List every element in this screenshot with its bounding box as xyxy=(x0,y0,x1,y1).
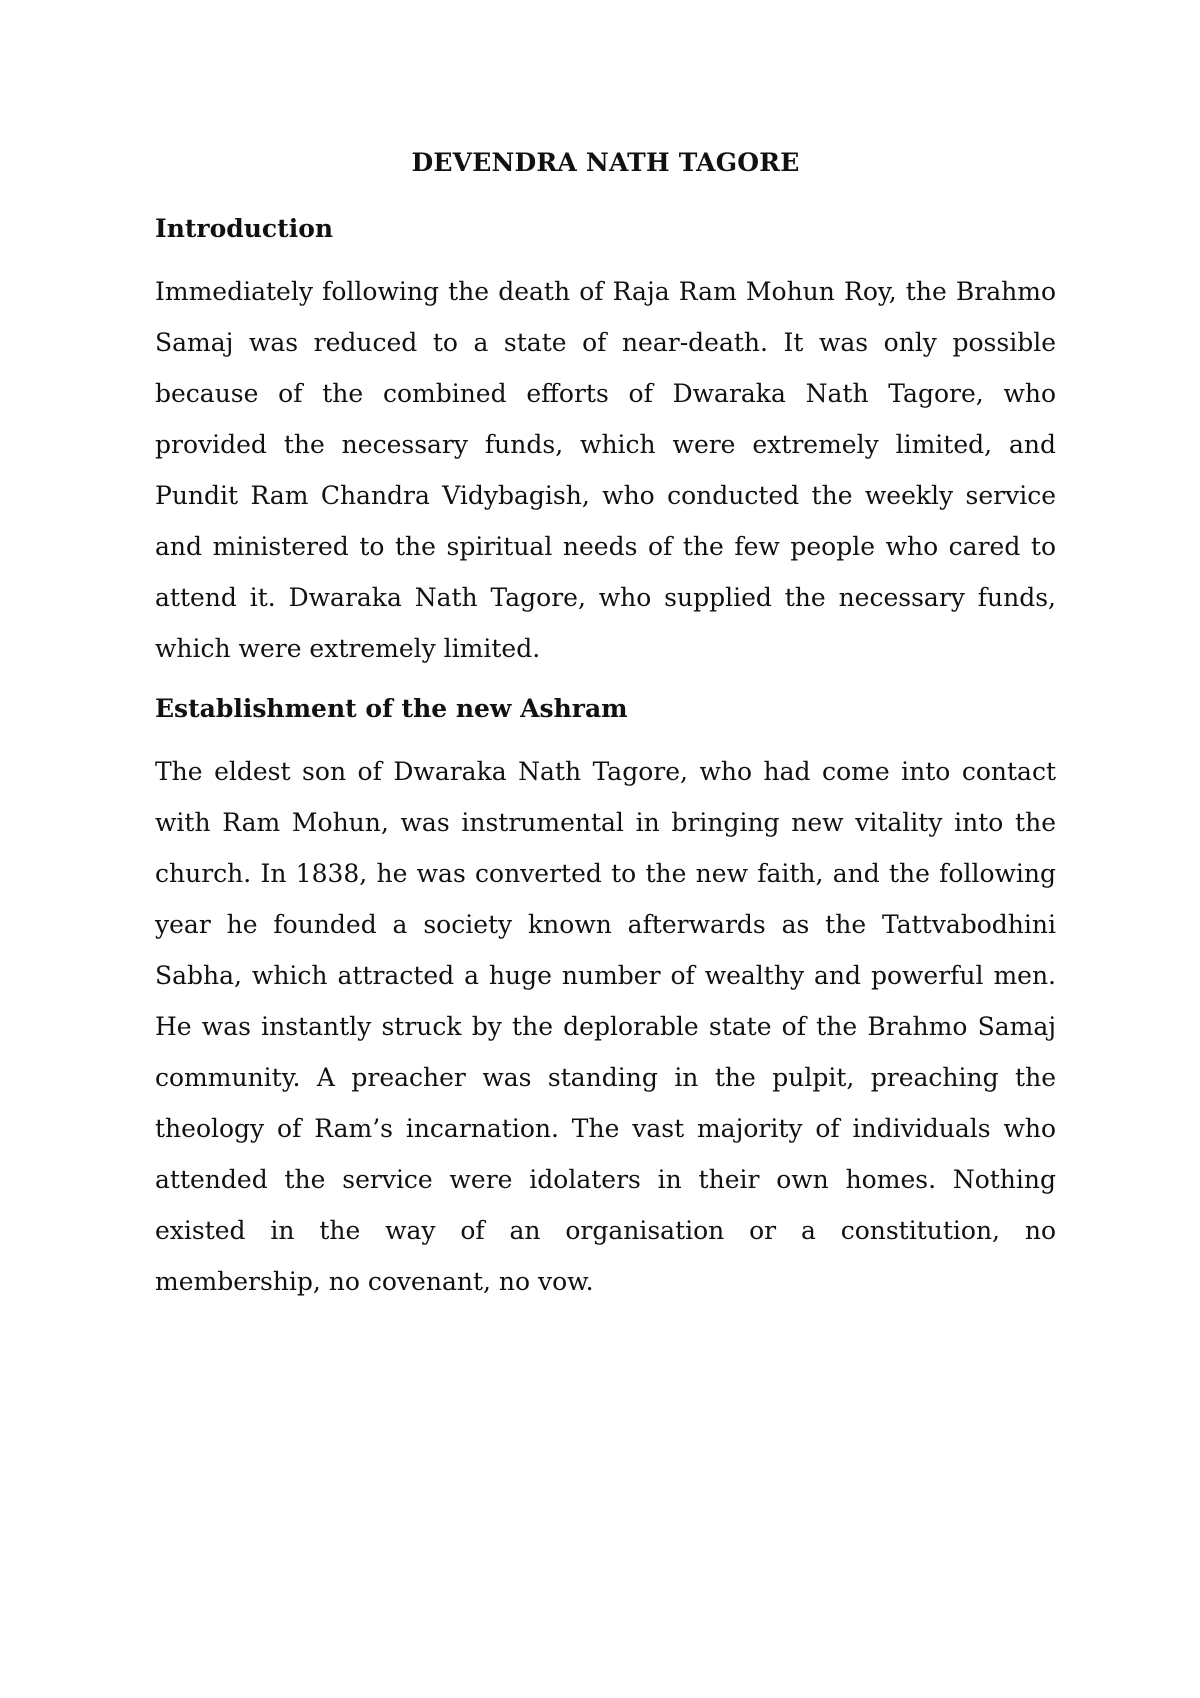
document-title: DEVENDRA NATH TAGORE xyxy=(411,148,800,177)
paragraph-introduction: Immediately following the death of Raja Ram Mohun Roy, the Brahmo Samaj was reduced to a state of near-death. It was only possible because of the combined efforts of Dwaraka Nath Tagore, who provided the necessary funds, which were extremely limited, and Pundit Ram Chandra Vidybagish, who conducted the weekly service and ministered to the spiritual needs of the few people who cared to attend it. Dwaraka Nath Tagore, who supplied the necessary funds, which were extremely limited. xyxy=(155,277,1056,663)
section-heading-introduction: Introduction xyxy=(155,214,334,243)
paragraph-establishment: The eldest son of Dwaraka Nath Tagore, who had come into contact with Ram Mohun, was instrumental in bringing new vitality into the church. In 1838, he was converted to the new faith, and the following year he founded a society known afterwards as the Tattvabodhini Sabha, which attracted a huge number of wealthy and powerful men. He was instantly struck by the deplorable state of the Brahmo Samaj community. A preacher was standing in the pulpit, preaching the theology of Ram’s incarnation. The vast majority of individuals who attended the service were idolaters in their own homes. Nothing existed in the way of an organisation or a constitution, no membership, no covenant, no vow. xyxy=(155,757,1056,1296)
section-heading-establishment: Establishment of the new Ashram xyxy=(155,694,628,723)
section-introduction xyxy=(155,214,1056,674)
section-establishment xyxy=(155,694,1056,1307)
